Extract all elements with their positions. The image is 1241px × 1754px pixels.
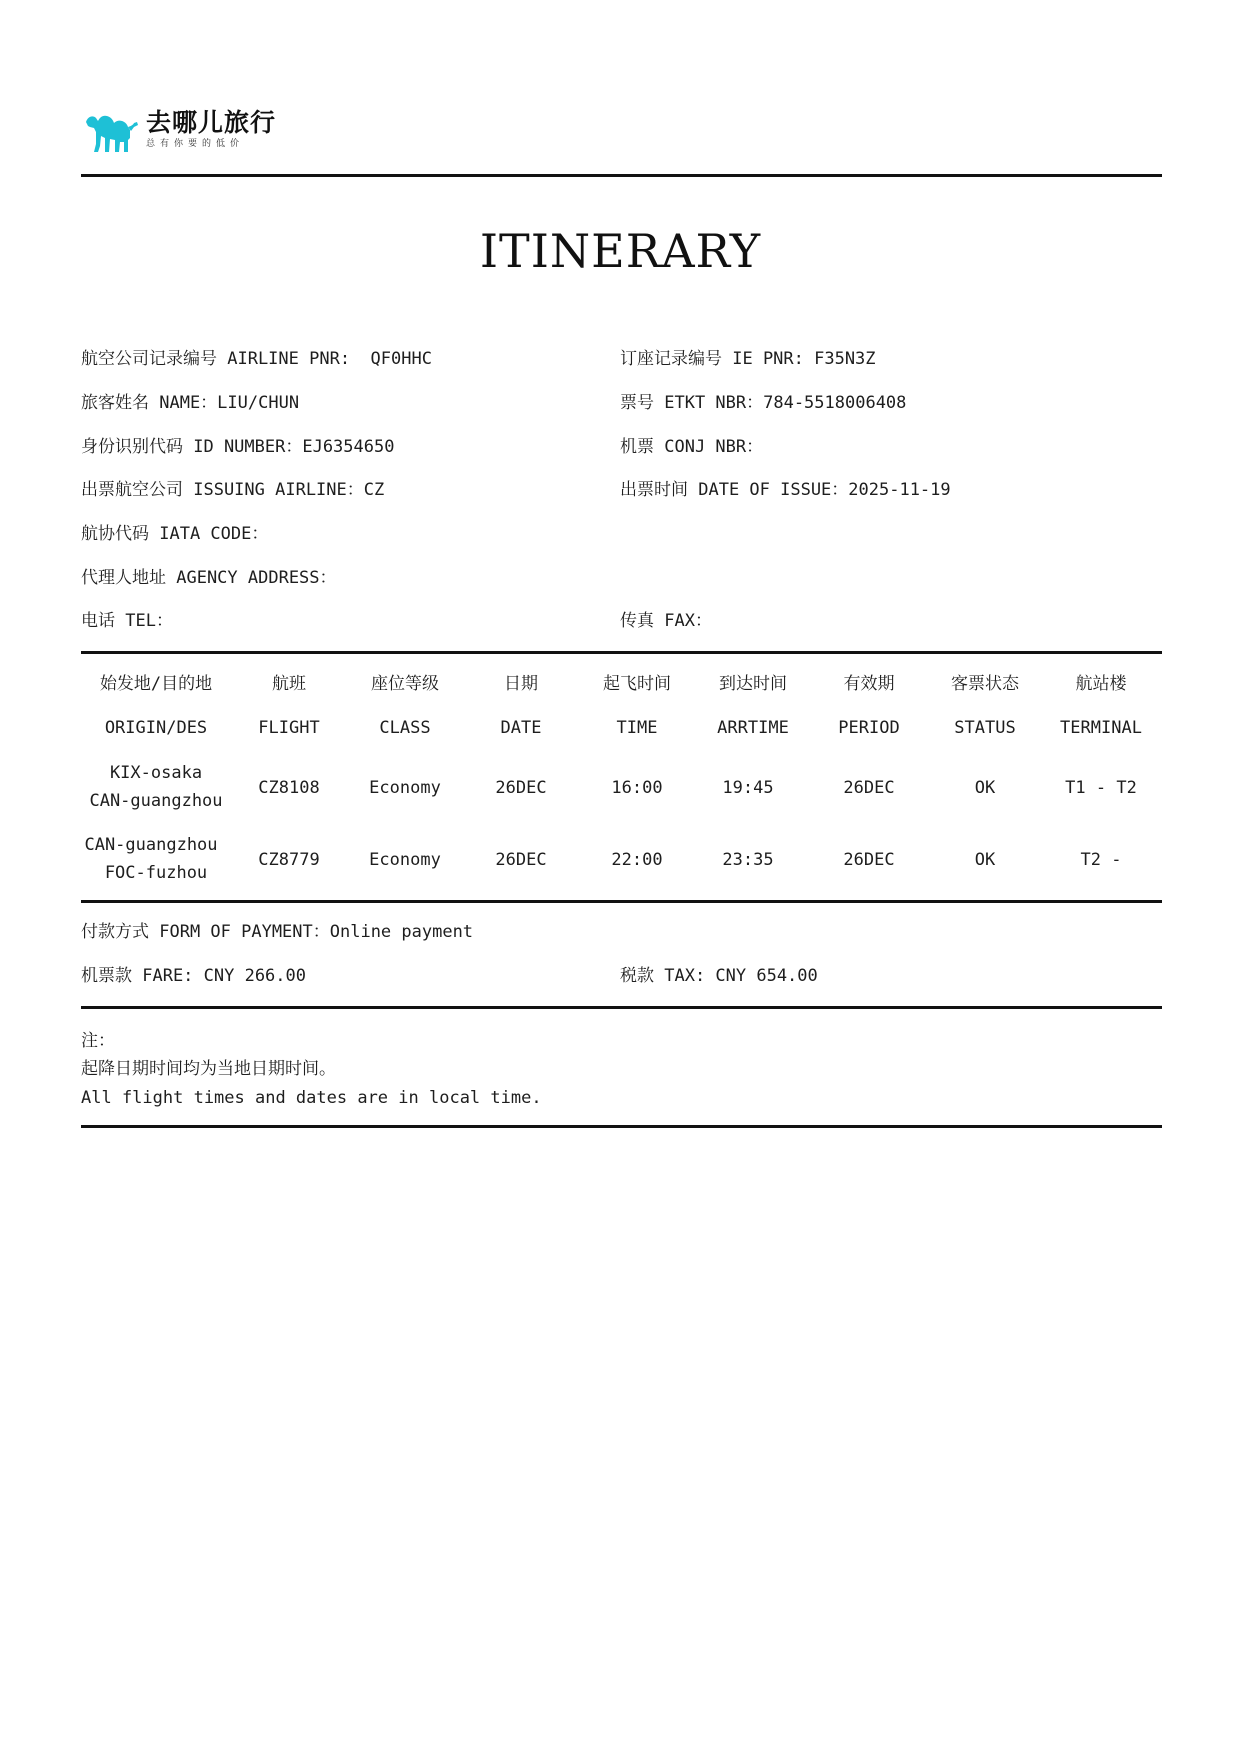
iata-code-field: 航协代码 IATA CODE： — [81, 524, 269, 544]
passenger-name-field: 旅客姓名 NAME：LIU/CHUN — [81, 393, 300, 413]
header-arrtime-cn: 到达时间 — [719, 674, 787, 694]
header-divider — [81, 174, 1162, 177]
header-time-cn: 起飞时间 — [603, 674, 671, 694]
notes-label: 注： — [81, 1031, 115, 1051]
header-origin-en: ORIGIN/DES — [104, 718, 208, 738]
brand-slogan: 总有你要的低价 — [146, 139, 245, 149]
conj-nbr-field: 机票 CONJ NBR： — [620, 437, 764, 457]
table-row-1-flight: CZ8108 — [258, 778, 320, 798]
header-date-en: DATE — [500, 718, 542, 738]
header-flight-cn: 航班 — [272, 674, 306, 694]
table-row-1-date: 26DEC — [495, 778, 547, 798]
brand-logo — [84, 108, 276, 156]
airline-pnr-field: 航空公司记录编号 AIRLINE PNR: QF0HHC — [81, 349, 432, 369]
table-row-1-status: OK — [974, 778, 996, 798]
table-row-1-destination: CAN-guangzhou — [89, 791, 223, 811]
table-row-2-period: 26DEC — [843, 850, 895, 870]
table-row-2-class: Economy — [369, 850, 441, 870]
header-terminal-en: TERMINAL — [1060, 718, 1142, 738]
table-row-2-status: OK — [974, 850, 996, 870]
header-arrtime-en: ARRTIME — [717, 718, 789, 738]
table-row-2-arrtime: 23:35 — [722, 850, 774, 870]
table-bottom-divider — [81, 900, 1162, 903]
payment-divider — [81, 1006, 1162, 1009]
table-row-1-terminal: T1 - T2 — [1065, 778, 1137, 798]
table-top-divider — [81, 651, 1162, 654]
table-row-2-date: 26DEC — [495, 850, 547, 870]
date-of-issue-field: 出票时间 DATE OF ISSUE：2025-11-19 — [620, 480, 951, 500]
table-row-2-terminal: T2 - — [1080, 850, 1122, 870]
ie-pnr-field: 订座记录编号 IE PNR: F35N3Z — [620, 349, 876, 369]
brand-name: 去哪儿旅行 — [146, 108, 277, 137]
header-class-cn: 座位等级 — [371, 674, 439, 694]
table-row-1-time: 16:00 — [611, 778, 663, 798]
header-status-cn: 客票状态 — [951, 674, 1019, 694]
etkt-nbr-field: 票号 ETKT NBR：784-5518006408 — [620, 393, 907, 413]
table-row-1-period: 26DEC — [843, 778, 895, 798]
table-row-2-flight: CZ8779 — [258, 850, 320, 870]
tel-field: 电话 TEL： — [81, 611, 173, 631]
table-row-1-origin: KIX-osaka — [109, 763, 203, 783]
table-row-2-destination: FOC-fuzhou — [104, 863, 208, 883]
header-status-en: STATUS — [954, 718, 1016, 738]
document-title: ITINERARY — [479, 224, 762, 278]
table-row-1-arrtime: 19:45 — [722, 778, 774, 798]
camel-icon — [84, 108, 140, 154]
header-origin-cn: 始发地/目的地 — [99, 674, 213, 694]
id-number-field: 身份识别代码 ID NUMBER：EJ6354650 — [81, 437, 395, 457]
header-period-en: PERIOD — [838, 718, 900, 738]
header-flight-en: FLIGHT — [258, 718, 320, 738]
issuing-airline-field: 出票航空公司 ISSUING AIRLINE：CZ — [81, 480, 385, 500]
form-of-payment-field: 付款方式 FORM OF PAYMENT：Online payment — [81, 922, 474, 942]
notes-divider — [81, 1125, 1162, 1128]
table-row-2-time: 22:00 — [611, 850, 663, 870]
agency-address-field: 代理人地址 AGENCY ADDRESS： — [81, 568, 337, 588]
header-terminal-cn: 航站楼 — [1075, 674, 1127, 694]
header-time-en: TIME — [616, 718, 658, 738]
notes-en: All flight times and dates are in local time. — [81, 1088, 542, 1108]
table-row-2-origin: CAN-guangzhou — [84, 835, 218, 855]
header-date-cn: 日期 — [504, 674, 538, 694]
header-class-en: CLASS — [379, 718, 431, 738]
table-row-1-class: Economy — [369, 778, 441, 798]
notes-cn: 起降日期时间均为当地日期时间。 — [81, 1059, 336, 1079]
header-period-cn: 有效期 — [843, 674, 895, 694]
fare-field: 机票款 FARE: CNY 266.00 — [81, 966, 306, 986]
tax-field: 税款 TAX: CNY 654.00 — [620, 966, 818, 986]
fax-field: 传真 FAX： — [620, 611, 712, 631]
